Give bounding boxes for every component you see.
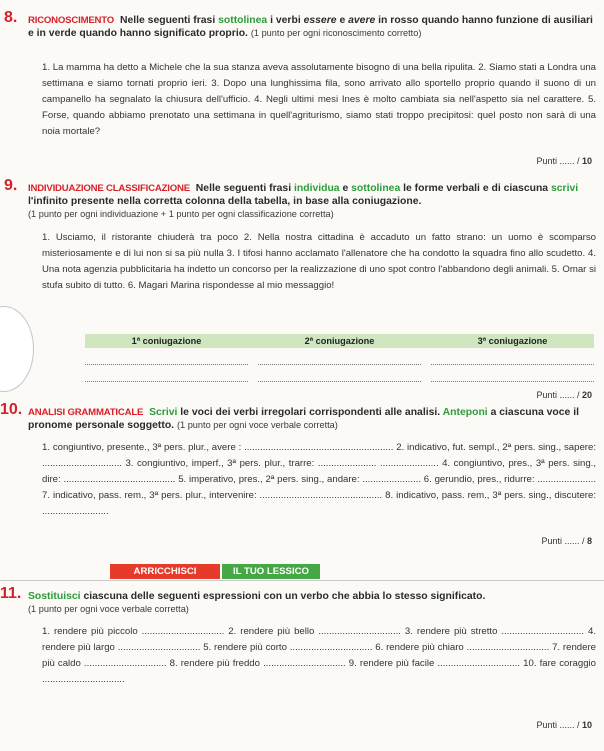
answer-line[interactable]	[85, 348, 248, 365]
exercise-8-text: 1. La mamma ha detto a Michele che la sua stanza aveva assolutamente bisogno di una bella ripulita. 2. Siamo stati a Londra una settimana e siamo tornati proprio ieri. 3. Dopo una lunghissima fila, sono arrivato allo sportello proprio quando il suono di un campanello ha segnalato la chiusura dell'ufficio. 4. Negli ultimi mesi Ines è molto cambiata sia nell'aspetto sia nel carattere. 5. Forse, quando abbiamo prenotato una settimana in quell'agriturismo, siamo stati troppo precipitosi: quel posto non sarà di una noia mortale?	[42, 62, 596, 137]
exercise-9-keyword: INDIVIDUAZIONE CLASSIFICAZIONE	[28, 183, 190, 194]
section-tabs	[110, 564, 320, 580]
answer-line[interactable]	[431, 348, 594, 365]
conjugation-table	[85, 334, 594, 382]
exercise-10-header: 10. ANALISI GRAMMATICALE Scrivi le voci dei verbi irregolari corrispondenti alle analisi. Anteponi a ciascuna voce il pronome personale soggetto. (1 punto per ogni voce verbale corretta)	[0, 401, 579, 431]
answer-line[interactable]	[431, 365, 594, 382]
exercise-10-text: 1. congiuntivo, presente., 3ª pers. plur., avere : ........................................................ 2. indicativo, fut. sempl., 2ª pers. sing., sapere: .............................. 3. congiuntivo, imperf., 3ª pers. plur., trarre: ...................... ...................... 4. congiuntivo, pres., 3ª pers. sing., dire: .......................................... 5. imperativo, pres., 2ª pers. sing., andare: ...................... 6. gerundio, pres., ridurre: ...................... 7. indicativo, pass. rem., 3ª pers. plur., intervenire: .............................................. 8. indicativo, pass. rem., 3ª pers. sing., discutere: .........................	[42, 442, 596, 517]
exercise-11-header: 11. Sostituisci ciascuna delle seguenti espressioni con un verbo che abbia lo stesso significato. (1 punto per ogni voce verbale corretta)	[0, 585, 486, 614]
section-divider	[0, 580, 604, 581]
tab-arricchisci: ARRICCHISCI	[110, 564, 220, 579]
exercise-11-score: Punti ...... / 10	[536, 720, 592, 730]
exercise-8-number: 8.	[4, 9, 18, 26]
exercise-11-number: 11.	[0, 585, 22, 602]
exercise-8-keyword: RICONOSCIMENTO	[28, 15, 115, 26]
exercise-8-header: 8. RICONOSCIMENTO Nelle seguenti frasi sottolinea i verbi essere e avere in rosso quando hanno funzione di ausiliari e in verde quando hanno significato proprio. (1 punto per ogni riconoscimento corretto)	[4, 9, 593, 39]
exercise-8-score: Punti ...... / 10	[536, 156, 592, 166]
answer-line[interactable]	[258, 348, 421, 365]
exercise-10-keyword: ANALISI GRAMMATICALE	[28, 407, 144, 418]
col-header-3: 3ª coniugazione	[431, 334, 594, 348]
answer-line[interactable]	[85, 365, 248, 382]
exercise-11-note: (1 punto per ogni voce verbale corretta)	[28, 604, 189, 614]
answer-line[interactable]	[258, 365, 421, 382]
binding-hole	[0, 306, 34, 392]
col-header-2: 2ª coniugazione	[258, 334, 421, 348]
exercise-10-score: Punti ...... / 8	[541, 536, 592, 546]
exercise-9-score: Punti ...... / 20	[536, 390, 592, 400]
exercise-9-text: 1. Usciamo, il ristorante chiuderà tra poco 2. Nella nostra cittadina è accaduto un fatto strano: un uomo è scomparso misteriosamente e di lui non si sa più nulla 3. I tifosi hanno acclamato l'allenatore che ha condotto la squadra fino allo scudetto. 4. Una nota agenzia pubblicitaria ha indetto un concorso per la realizzazione di uno spot contro l'abbandono degli animali. 5. Omar si stufa subito di tutto. 6. Magari Marina rispondesse al mio messaggio!	[42, 232, 596, 291]
exercise-9-header: 9. INDIVIDUAZIONE CLASSIFICAZIONE Nelle seguenti frasi individua e sottolinea le forme verbali e di ciascuna scrivi l'infinito presente nella corretta colonna della tabella, in base alla coniugazione. (1 punto per ogni individuazione + 1 punto per ogni classificazione corretta)	[4, 177, 579, 219]
exercise-8-note: (1 punto per ogni riconoscimento corretto)	[250, 28, 422, 38]
exercise-10-note: (1 punto per ogni voce verbale corretta)	[176, 420, 338, 430]
exercise-11-text: 1. rendere più piccolo ............................... 2. rendere più bello ............................... 3. rendere più stretto ............................... 4. rendere più largo ............................... 5. rendere più corto ............................... 6. rendere più chiaro ............................... 7. rendere più caldo ............................... 8. rendere più freddo ............................... 9. rendere più facile ............................... 10. fare coraggio ...............................	[42, 626, 596, 685]
exercise-9-note: (1 punto per ogni individuazione + 1 punto per ogni classificazione corretta)	[28, 209, 334, 219]
col-header-1: 1ª coniugazione	[85, 334, 248, 348]
tab-il-tuo-lessico: IL TUO LESSICO	[222, 564, 320, 579]
exercise-10-number: 10.	[0, 401, 23, 418]
exercise-9-number: 9.	[4, 177, 18, 194]
